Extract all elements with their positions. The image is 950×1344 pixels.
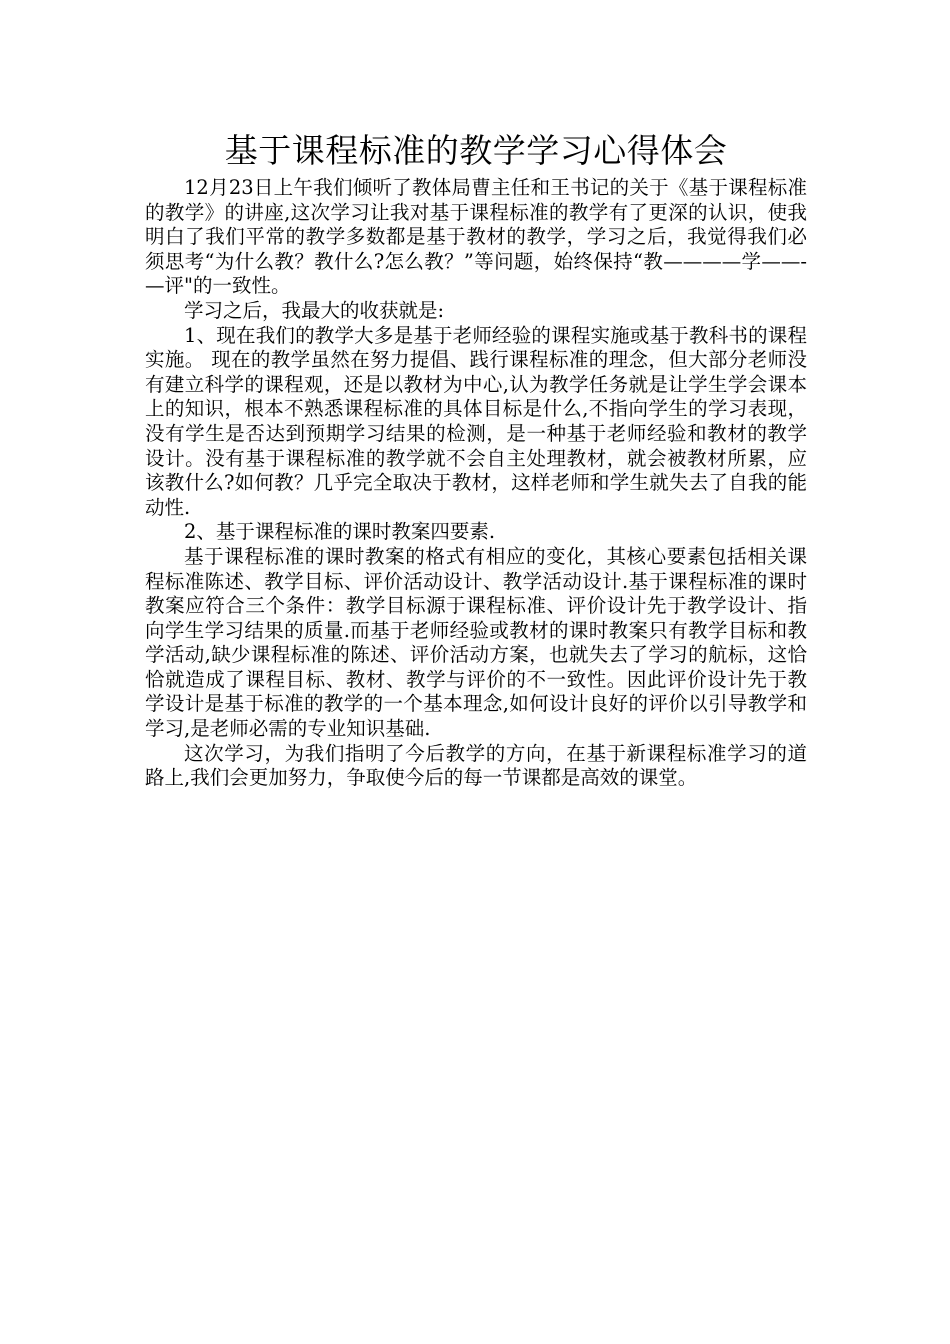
paragraph-conclusion: 这次学习，为我们指明了今后教学的方向，在基于新课程标准学习的道路上,我们会更加努力，争取使今后的每一节课都是高效的课堂。 <box>145 741 807 790</box>
document-title: 基于课程标准的教学学习心得体会 <box>224 131 728 170</box>
paragraph-point-2-heading: 2、基于课程标准的课时教案四要素. <box>184 520 496 544</box>
paragraph-gains-heading: 学习之后，我最大的收获就是: <box>184 298 445 322</box>
paragraph-intro: 12月23日上午我们倾听了教体局曹主任和王书记的关于《基于课程标准的教学》的讲座,这次学习让我对基于课程标准的教学有了更深的认识，使我明白了我们平常的教学多数都是基于教材的教学，学习之后，我觉得我们必须思考“为什么教？教什么?怎么教？”等问题，始终保持“教————学——-—评"的一致性。 <box>145 176 807 298</box>
document-body <box>145 128 807 791</box>
paragraph-point-2-body: 基于课程标准的课时教案的格式有相应的变化，其核心要素包括相关课程标准陈述、教学目标、评价活动设计、教学活动设计.基于课程标准的课时教案应符合三个条件：教学目标源于课程标准、评价设计先于教学设计、指向学生学习结果的质量.而基于老师经验或教材的课时教案只有教学目标和教学活动,缺少课程标准的陈述、评价活动方案，也就失去了学习的航标，这恰恰就造成了课程目标、教材、教学与评价的不一致性。因此评价设计先于教学设计是基于标准的教学的一个基本理念,如何设计良好的评价以引导教学和学习,是老师必需的专业知识基础. <box>145 544 807 741</box>
paragraph-point-1: 1、现在我们的教学大多是基于老师经验的课程实施或基于教科书的课程实施。 现在的教学虽然在努力提倡、践行课程标准的理念，但大部分老师没有建立科学的课程观，还是以教材为中心,认为教学任务就是让学生学会课本上的知识，根本不熟悉课程标准的具体目标是什么,不指向学生的学习表现，没有学生是否达到预期学习结果的检测，是一种基于老师经验和教材的教学设计。没有基于课程标准的教学就不会自主处理教材，就会被教材所累，应该教什么?如何教？几乎完全取决于教材，这样老师和学生就失去了自我的能动性. <box>145 323 807 519</box>
